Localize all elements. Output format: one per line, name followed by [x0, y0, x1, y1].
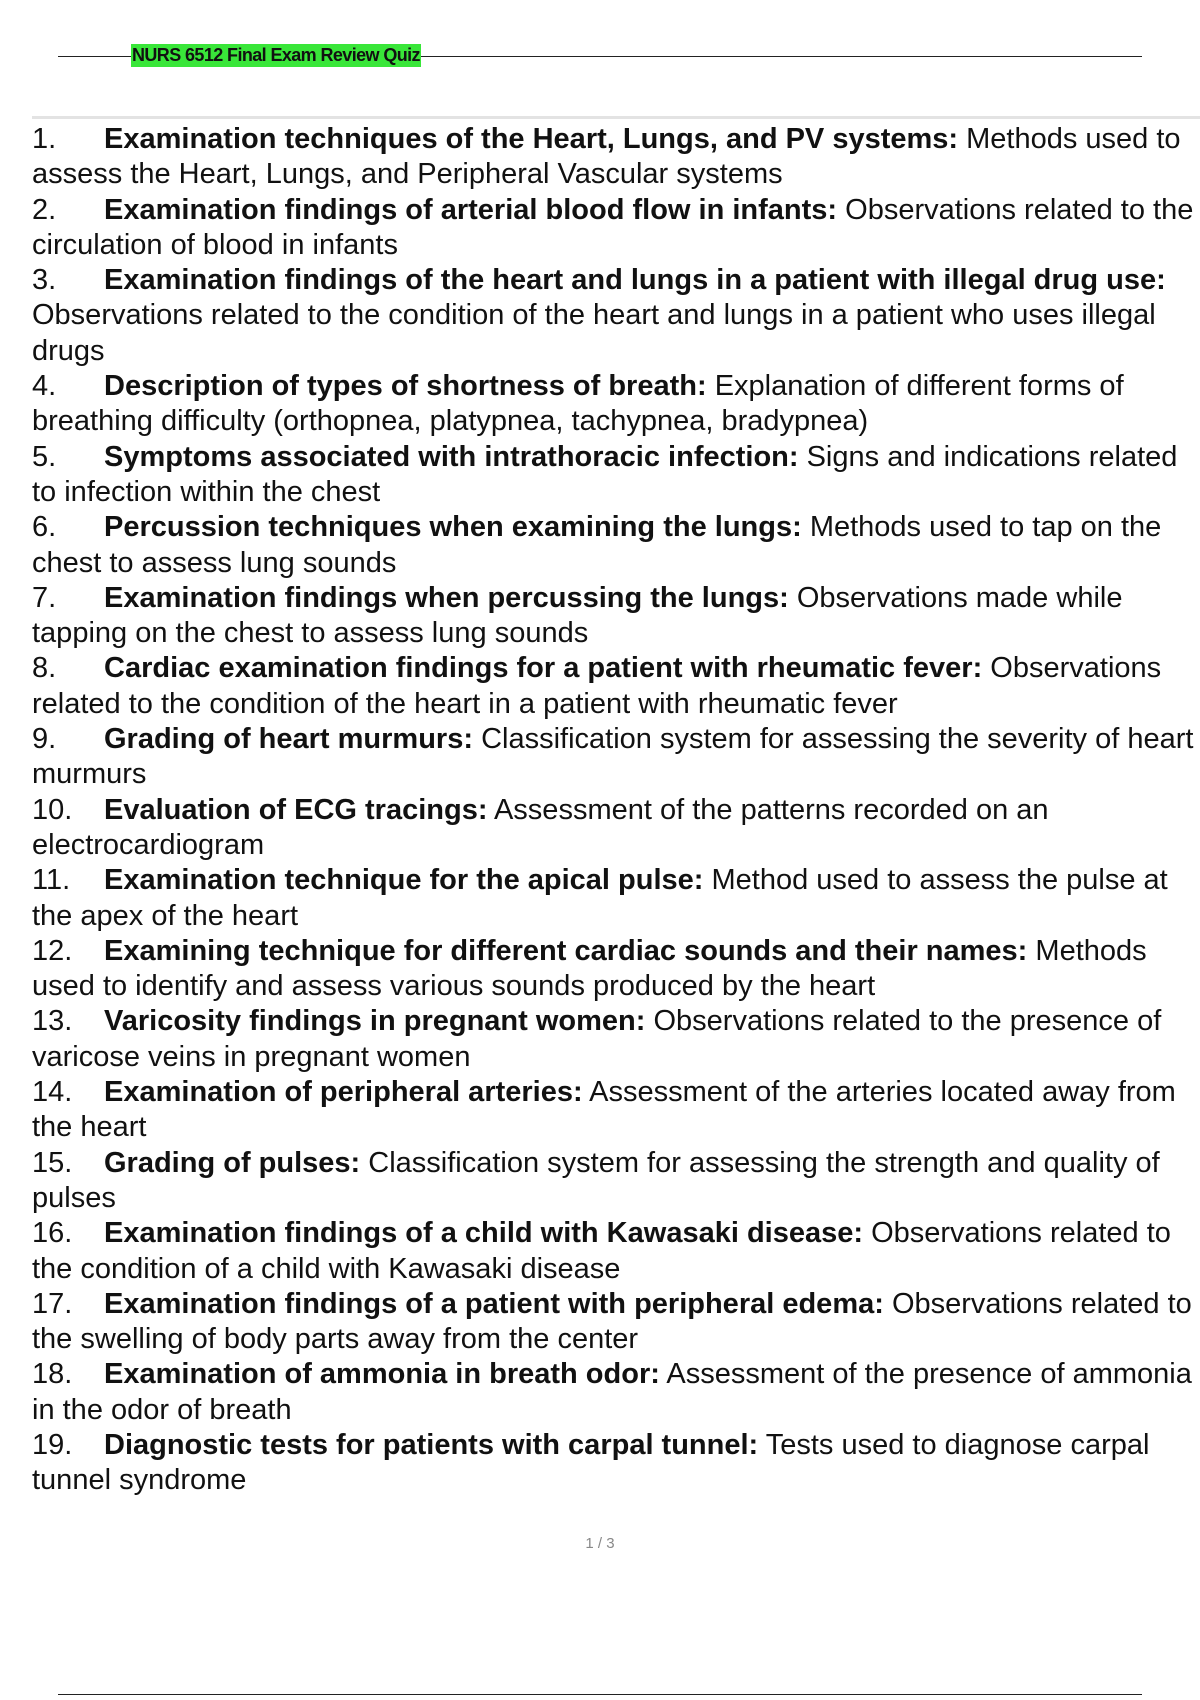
topic-description: Observations related to the condition of a child with Kawasaki disease — [32, 1217, 1171, 1285]
topic-number: 7. — [32, 581, 57, 614]
topic-number: 17. — [32, 1287, 73, 1320]
review-topic-item — [32, 440, 1200, 511]
topic-description: Classification system for assessing the severity of heart murmurs — [32, 723, 1194, 791]
topic-description: Observations related to the condition of the heart in a patient with rheumatic fever — [32, 652, 1162, 720]
topic-term: Examination of peripheral arteries: — [104, 1076, 583, 1109]
review-topic-item — [32, 1146, 1200, 1217]
topic-term: Examination of ammonia in breath odor: — [104, 1358, 660, 1391]
topic-number: 2. — [32, 193, 57, 226]
topic-description: Assessment of the presence of ammonia in the odor of breath — [32, 1358, 1192, 1426]
review-topic-item — [32, 1004, 1200, 1075]
topic-term: Evaluation of ECG tracings: — [104, 793, 488, 826]
topic-term: Examination findings of the heart and lungs in a patient with illegal drug use: — [104, 264, 1166, 297]
topic-description: Observations related to the presence of varicose veins in pregnant women — [32, 1005, 1162, 1073]
topic-term: Description of types of shortness of breath: — [104, 370, 707, 403]
topic-term: Examining technique for different cardiac sounds and their names: — [104, 934, 1028, 967]
topic-term: Grading of heart murmurs: — [104, 723, 473, 756]
review-topic-list — [32, 122, 1200, 1499]
topic-description: Assessment of the arteries located away from the heart — [32, 1076, 1176, 1144]
topic-number: 19. — [32, 1428, 73, 1461]
topic-term: Examination findings of a patient with peripheral edema: — [104, 1287, 884, 1320]
topic-number: 9. — [32, 723, 57, 756]
topic-number: 15. — [32, 1146, 73, 1179]
review-topic-item — [32, 1428, 1200, 1499]
topic-number: 18. — [32, 1358, 73, 1391]
topic-description: Observations made while tapping on the chest to assess lung sounds — [32, 581, 1123, 650]
topic-number: 4. — [32, 370, 57, 403]
topic-description: Signs and indications related to infection within the chest — [32, 440, 1178, 508]
topic-description: Tests used to diagnose carpal tunnel syndrome — [32, 1428, 1150, 1497]
topic-number: 3. — [32, 264, 57, 297]
topic-description: Methods used to tap on the chest to assess lung sounds — [32, 511, 1162, 579]
topic-description: Classification system for assessing the strength and quality of pulses — [32, 1146, 1160, 1214]
review-topic-item — [32, 1357, 1200, 1428]
page-indicator: 1 / 3 — [585, 1535, 615, 1552]
topic-description: Method used to assess the pulse at the apex of the heart — [32, 864, 1168, 932]
topic-description: Explanation of different forms of breathing difficulty (orthopnea, platypnea, tachypnea, bradypnea) — [32, 370, 1124, 438]
topic-number: 5. — [32, 440, 57, 473]
review-topic-item — [32, 581, 1200, 652]
topic-number: 1. — [32, 123, 57, 155]
topic-term: Symptoms associated with intrathoracic infection: — [104, 440, 799, 473]
topic-number: 11. — [32, 864, 71, 897]
topic-term: Grading of pulses: — [104, 1146, 361, 1179]
topic-description: Methods used to assess the Heart, Lungs, and Peripheral Vascular systems — [32, 123, 1181, 191]
content-divider — [32, 116, 1200, 119]
review-topic-item — [32, 934, 1200, 1005]
review-topic-item — [32, 1287, 1200, 1358]
topic-term: Examination findings of a child with Kawasaki disease: — [104, 1217, 864, 1250]
document-title: NURS 6512 Final Exam Review Quiz — [132, 45, 420, 65]
review-topic-item — [32, 122, 1200, 193]
topic-number: 6. — [32, 511, 57, 544]
topic-description: Observations related to the circulation of blood in infants — [32, 193, 1194, 261]
review-topic-item — [32, 369, 1200, 440]
topic-term: Diagnostic tests for patients with carpal tunnel: — [104, 1428, 759, 1461]
topic-number: 12. — [32, 934, 73, 967]
review-topic-item — [32, 1075, 1200, 1146]
topic-term: Examination techniques of the Heart, Lungs, and PV systems: — [104, 123, 959, 155]
footer-rule — [58, 1694, 1142, 1695]
topic-term: Varicosity findings in pregnant women: — [104, 1005, 646, 1038]
review-topic-item — [32, 651, 1200, 722]
review-topic-item — [32, 510, 1200, 581]
topic-number: 14. — [32, 1076, 73, 1109]
topic-term: Examination findings of arterial blood flow in infants: — [104, 193, 838, 226]
topic-description: Observations related to the swelling of body parts away from the center — [32, 1287, 1192, 1356]
topic-number: 13. — [32, 1005, 73, 1038]
topic-term: Examination technique for the apical pulse: — [104, 864, 704, 897]
topic-description: Observations related to the condition of the heart and lungs in a patient who uses illegal drugs — [32, 299, 1156, 367]
review-topic-item — [32, 193, 1200, 264]
topic-term: Percussion techniques when examining the lungs: — [104, 511, 802, 544]
topic-description: Methods used to identify and assess various sounds produced by the heart — [32, 934, 1147, 1003]
review-topic-item — [32, 263, 1200, 369]
topic-number: 10. — [32, 793, 73, 826]
topic-term: Examination findings when percussing the lungs: — [104, 581, 789, 614]
review-topic-item — [32, 1216, 1200, 1287]
topic-number: 8. — [32, 652, 57, 685]
topic-number: 16. — [32, 1217, 73, 1250]
review-topic-item — [32, 793, 1200, 864]
review-topic-item — [32, 863, 1200, 934]
topic-term: Cardiac examination findings for a patient with rheumatic fever: — [104, 652, 983, 685]
review-topic-item — [32, 722, 1200, 793]
topic-description: Assessment of the patterns recorded on an electrocardiogram — [32, 793, 1049, 861]
